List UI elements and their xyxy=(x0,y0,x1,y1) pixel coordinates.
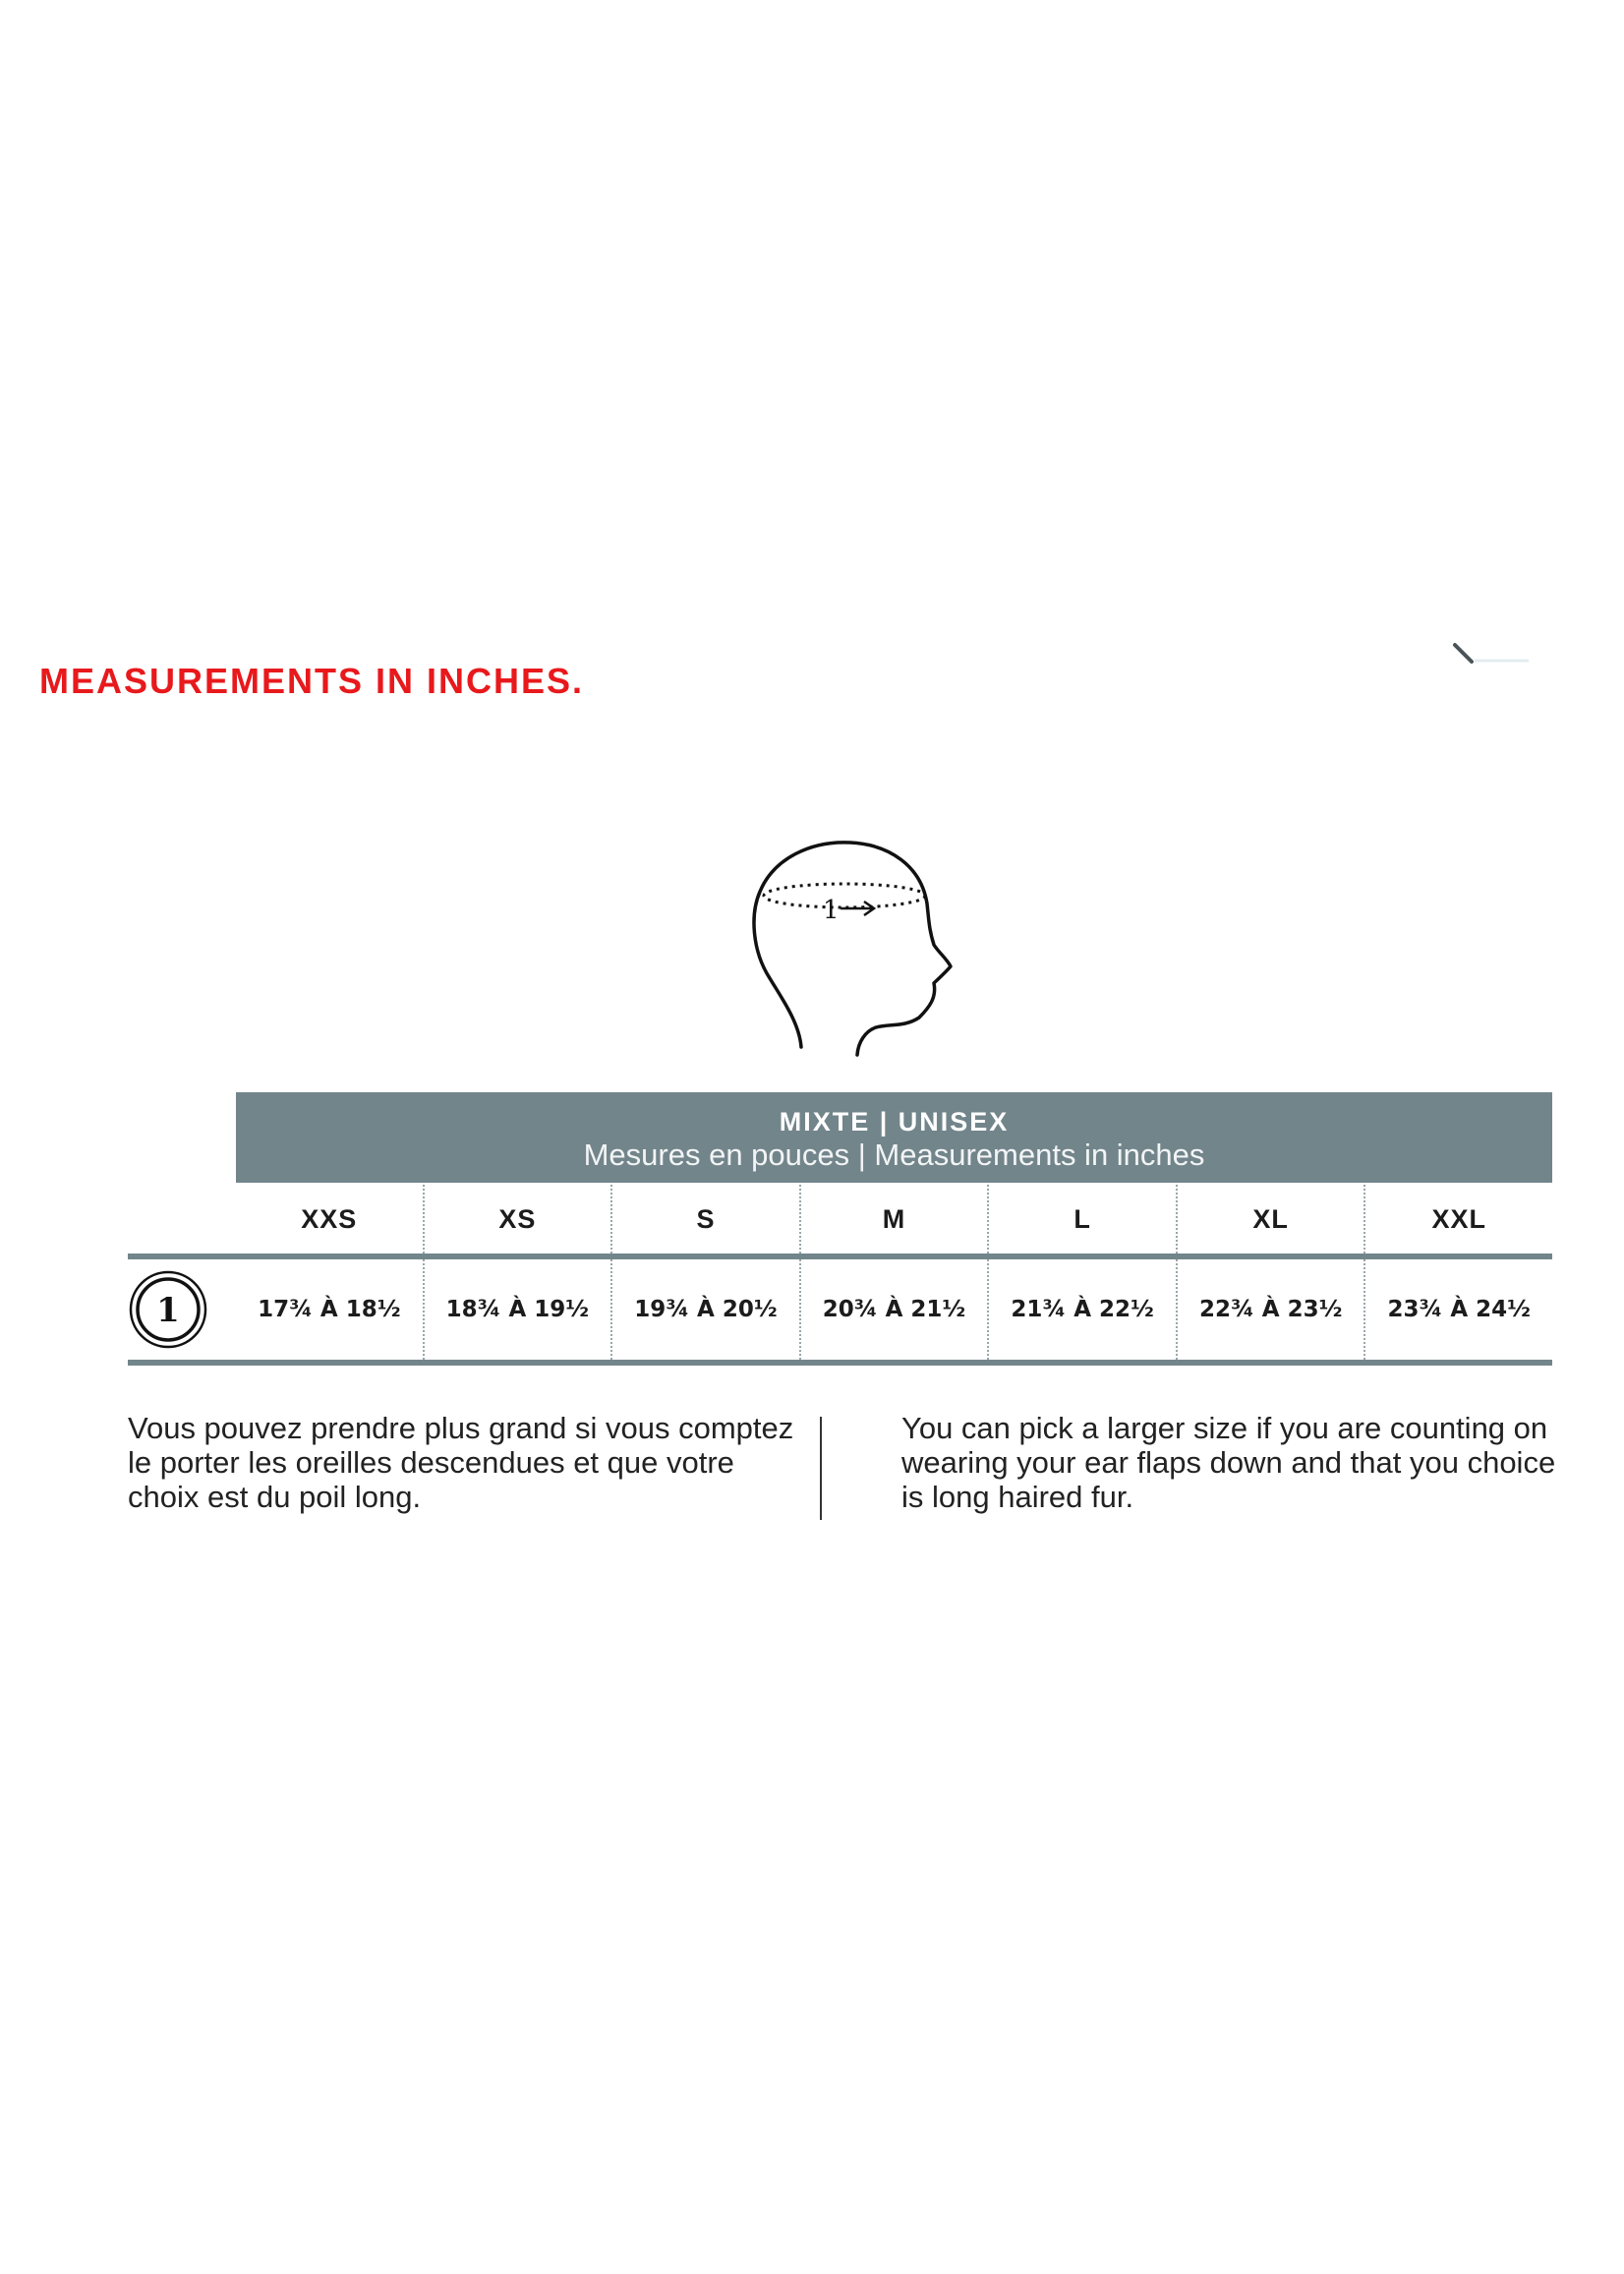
size-header-row xyxy=(236,1185,1552,1254)
note-french: Vous pouvez prendre plus grand si vous comptez le porter les oreilles descendues et que votre choix est du poil long. xyxy=(128,1411,794,1514)
note-english: You can pick a larger size if you are counting on wearing your ear flaps down and that you choice is long haired fur. xyxy=(901,1411,1556,1514)
measurement-cell: 21¾ À 22½ xyxy=(987,1259,1176,1360)
size-label: XL xyxy=(1176,1185,1364,1254)
note-divider xyxy=(820,1417,822,1520)
row-number: 1 xyxy=(156,1291,180,1330)
figure-label: 1 xyxy=(823,896,840,925)
measurement-row xyxy=(236,1259,1552,1360)
head-circumference-icon xyxy=(742,831,958,1057)
size-label: XXS xyxy=(301,1203,358,1234)
table-title: MIXTE | UNISEX xyxy=(779,1107,1010,1137)
size-label: L xyxy=(987,1185,1176,1254)
page-heading: MEASUREMENTS IN INCHES. xyxy=(39,661,585,701)
measurement-cell: 23¾ À 24½ xyxy=(1363,1259,1552,1360)
size-label: XXL xyxy=(1363,1185,1552,1254)
corner-stroke-icon xyxy=(1381,629,1538,669)
measurement-cell: 17¾ À 18½ xyxy=(258,1297,401,1322)
measurement-cell: 22¾ À 23½ xyxy=(1176,1259,1364,1360)
size-label: XS xyxy=(423,1185,611,1254)
row-number-badge xyxy=(128,1269,208,1350)
measurement-cell: 19¾ À 20½ xyxy=(610,1259,799,1360)
size-label: S xyxy=(610,1185,799,1254)
size-label: M xyxy=(799,1185,988,1254)
measurement-cell: 20¾ À 21½ xyxy=(799,1259,988,1360)
table-subtitle: Mesures en pouces | Measurements in inches xyxy=(583,1137,1205,1172)
size-table-header xyxy=(236,1092,1552,1183)
table-divider-bottom xyxy=(128,1360,1552,1366)
measurement-cell: 18¾ À 19½ xyxy=(423,1259,611,1360)
